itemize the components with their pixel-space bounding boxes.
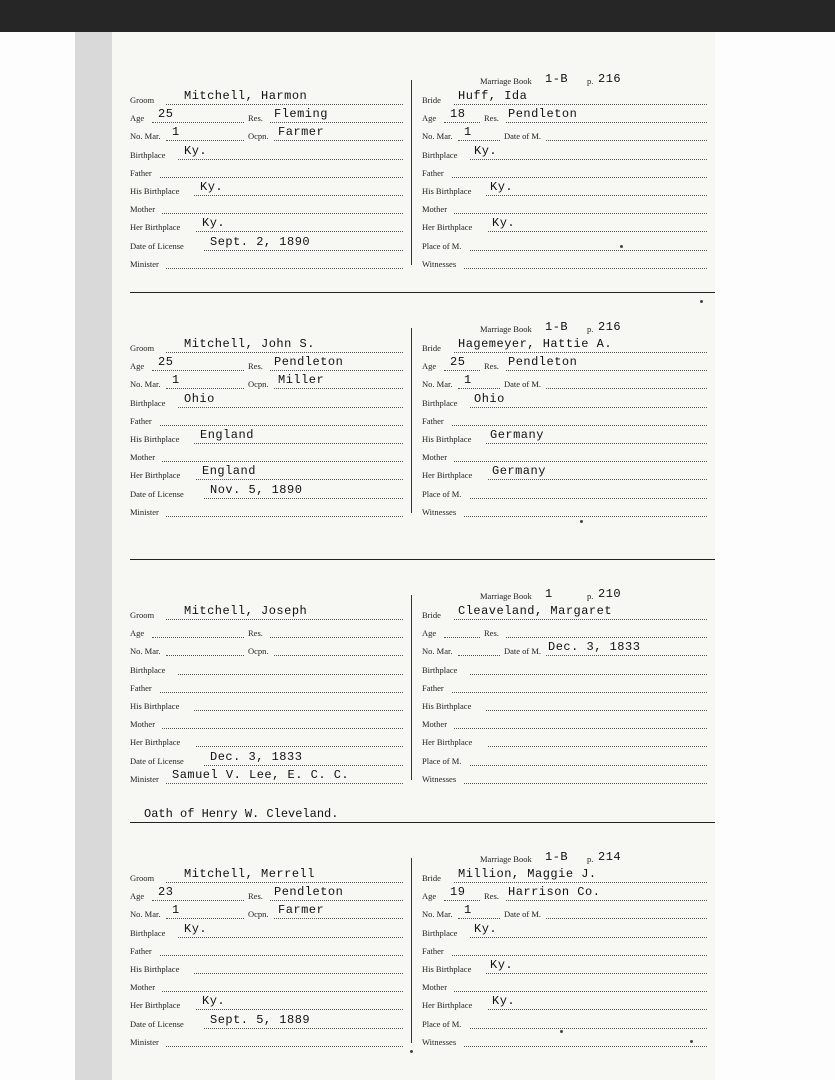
page-label: p.	[587, 76, 594, 86]
bride-birthplace-line	[470, 674, 707, 675]
bride-age-line	[444, 370, 480, 371]
groom-date-of-license-line	[204, 498, 403, 499]
groom-his-birthplace-line	[194, 443, 403, 444]
bride-her-birthplace-label: Her Birthplace	[422, 470, 473, 481]
groom-name-value: Mitchell, Harmon	[184, 89, 308, 103]
groom-groom-label: Groom	[130, 610, 155, 620]
bride-no-mar-value: 1	[464, 373, 472, 388]
scan-speck	[690, 1040, 693, 1043]
bride-bride-label: Bride	[422, 95, 441, 105]
groom-no-mar-value: 1	[172, 125, 180, 140]
groom-name-line	[166, 352, 403, 353]
groom-birthplace-value: Ohio	[184, 391, 215, 406]
bride-place-of-m-label: Place of M.	[422, 488, 462, 499]
groom-her-birthplace-line	[196, 231, 403, 232]
bride-age-line	[444, 122, 480, 123]
scan-top-border	[0, 0, 835, 32]
bride-witnesses-label: Witnesses	[422, 506, 457, 517]
record-divider	[130, 822, 715, 823]
groom-her-birthplace-value: England	[202, 464, 256, 479]
groom-age-value: 25	[158, 355, 174, 370]
bride-res-value: Pendleton	[508, 107, 578, 122]
groom-date-of-license-label: Date of License	[130, 1018, 184, 1029]
groom-mother-label: Mother	[130, 452, 156, 463]
scan-speck	[700, 300, 703, 303]
groom-birthplace-line	[178, 937, 403, 938]
bride-place-of-m-line	[470, 765, 707, 766]
groom-minister-line	[166, 516, 403, 517]
bride-mother-line	[454, 728, 707, 729]
column-separator	[411, 328, 412, 513]
groom-no-mar-label: No. Mar.	[130, 131, 161, 142]
marriage-book-label: Marriage Book	[480, 76, 532, 86]
groom-ocpn-label: Ocpn.	[248, 131, 269, 142]
groom-no-mar-value: 1	[172, 373, 180, 388]
groom-mother-line	[162, 728, 403, 729]
bride-date-of-m-line	[546, 918, 707, 919]
bride-age-value: 18	[450, 107, 466, 122]
groom-ocpn-value: Farmer	[278, 125, 325, 140]
bride-birthplace-line	[470, 937, 707, 938]
groom-his-birthplace-line	[194, 973, 403, 974]
bride-name-value: Cleaveland, Margaret	[458, 604, 613, 618]
bride-date-of-m-label: Date of M.	[504, 646, 542, 657]
groom-minister-label: Minister	[130, 258, 159, 269]
groom-res-line	[270, 122, 403, 123]
bride-father-label: Father	[422, 167, 444, 178]
groom-mother-line	[162, 991, 403, 992]
bride-her-birthplace-value: Ky.	[492, 216, 516, 231]
bride-his-birthplace-label: His Birthplace	[422, 701, 472, 711]
bride-witnesses-line	[464, 268, 707, 269]
groom-res-label: Res.	[248, 891, 263, 902]
groom-res-label: Res.	[248, 628, 263, 639]
groom-father-label: Father	[130, 167, 152, 178]
bride-witnesses-label: Witnesses	[422, 1036, 457, 1047]
bride-res-line	[506, 637, 707, 638]
groom-his-birthplace-value: Ky.	[200, 180, 224, 194]
bride-birthplace-line	[470, 159, 707, 160]
groom-minister-line	[166, 268, 403, 269]
bride-res-label: Res.	[484, 628, 499, 639]
page-label: p.	[587, 854, 594, 864]
page-number: 216	[598, 320, 622, 334]
groom-her-birthplace-label: Her Birthplace	[130, 222, 181, 233]
groom-no-mar-label: No. Mar.	[130, 379, 161, 390]
groom-father-line	[160, 425, 403, 426]
bride-res-label: Res.	[484, 891, 499, 902]
bride-age-label: Age	[422, 891, 437, 902]
record-note: Oath of Henry W. Cleveland.	[144, 807, 339, 821]
groom-ocpn-line	[274, 388, 403, 389]
groom-father-label: Father	[130, 682, 152, 693]
bride-bride-label: Bride	[422, 343, 441, 353]
record-divider	[130, 292, 715, 293]
bride-res-value: Harrison Co.	[508, 885, 601, 900]
bride-name-line	[454, 882, 707, 883]
bride-her-birthplace-label: Her Birthplace	[422, 737, 473, 748]
bride-res-line	[506, 122, 707, 123]
bride-place-of-m-line	[470, 498, 707, 499]
bride-witnesses-label: Witnesses	[422, 773, 457, 784]
groom-name-value: Mitchell, Merrell	[184, 867, 315, 881]
bride-age-value: 19	[450, 885, 466, 900]
bride-place-of-m-label: Place of M.	[422, 240, 462, 251]
bride-place-of-m-line	[470, 1028, 707, 1029]
bride-father-line	[452, 177, 707, 178]
bride-witnesses-line	[464, 516, 707, 517]
groom-father-line	[160, 177, 403, 178]
groom-date-of-license-label: Date of License	[130, 240, 184, 251]
groom-his-birthplace-line	[194, 710, 403, 711]
page-number: 216	[598, 72, 622, 86]
groom-no-mar-line	[166, 140, 244, 141]
groom-name-line	[166, 619, 403, 620]
groom-name-value: Mitchell, Joseph	[184, 604, 308, 618]
bride-her-birthplace-line	[488, 231, 707, 232]
bride-no-mar-line	[458, 140, 500, 141]
bride-mother-line	[454, 461, 707, 462]
groom-date-of-license-value: Sept. 5, 1889	[210, 1012, 311, 1027]
bride-no-mar-value: 1	[464, 125, 472, 140]
bride-age-line	[444, 900, 480, 901]
groom-no-mar-line	[166, 655, 244, 656]
bride-no-mar-label: No. Mar.	[422, 646, 453, 657]
bride-father-line	[452, 425, 707, 426]
marriage-record-sheet	[112, 32, 715, 1080]
groom-birthplace-line	[178, 674, 403, 675]
groom-her-birthplace-label: Her Birthplace	[130, 737, 181, 748]
bride-name-line	[454, 104, 707, 105]
bride-his-birthplace-label: His Birthplace	[422, 434, 472, 444]
bride-date-of-m-line	[546, 655, 707, 656]
groom-mother-label: Mother	[130, 204, 156, 215]
bride-no-mar-label: No. Mar.	[422, 131, 453, 142]
bride-his-birthplace-value: Germany	[490, 428, 544, 442]
groom-her-birthplace-label: Her Birthplace	[130, 470, 181, 481]
groom-her-birthplace-line	[196, 746, 403, 747]
bride-witnesses-line	[464, 783, 707, 784]
groom-no-mar-value: 1	[172, 903, 180, 918]
groom-minister-label: Minister	[130, 1036, 159, 1047]
bride-age-value: 25	[450, 355, 466, 370]
groom-birthplace-label: Birthplace	[130, 664, 166, 675]
groom-birthplace-value: Ky.	[184, 143, 208, 158]
groom-age-line	[152, 370, 244, 371]
bride-birthplace-label: Birthplace	[422, 149, 458, 160]
groom-birthplace-label: Birthplace	[130, 927, 166, 938]
bride-her-birthplace-line	[488, 479, 707, 480]
bride-mother-label: Mother	[422, 452, 448, 463]
bride-mother-label: Mother	[422, 204, 448, 215]
bride-mother-line	[454, 213, 707, 214]
groom-ocpn-line	[274, 655, 403, 656]
groom-date-of-license-line	[204, 765, 403, 766]
groom-ocpn-label: Ocpn.	[248, 646, 269, 657]
bride-father-label: Father	[422, 945, 444, 956]
groom-ocpn-value: Farmer	[278, 903, 325, 918]
groom-res-line	[270, 370, 403, 371]
groom-date-of-license-value: Sept. 2, 1890	[210, 234, 311, 249]
groom-date-of-license-line	[204, 1028, 403, 1029]
bride-her-birthplace-value: Germany	[492, 464, 546, 479]
bride-her-birthplace-line	[488, 746, 707, 747]
groom-her-birthplace-value: Ky.	[202, 994, 226, 1009]
bride-no-mar-value: 1	[464, 903, 472, 918]
bride-res-value: Pendleton	[508, 355, 578, 370]
groom-father-line	[160, 955, 403, 956]
groom-no-mar-label: No. Mar.	[130, 646, 161, 657]
marriage-book-label: Marriage Book	[480, 324, 532, 334]
bride-place-of-m-label: Place of M.	[422, 755, 462, 766]
bride-bride-label: Bride	[422, 873, 441, 883]
bride-date-of-m-label: Date of M.	[504, 379, 542, 390]
bride-date-of-m-label: Date of M.	[504, 909, 542, 920]
bride-father-label: Father	[422, 682, 444, 693]
bride-name-value: Million, Maggie J.	[458, 867, 597, 881]
groom-no-mar-line	[166, 388, 244, 389]
groom-minister-label: Minister	[130, 506, 159, 517]
groom-age-value: 23	[158, 885, 174, 900]
groom-name-line	[166, 882, 403, 883]
groom-his-birthplace-label: His Birthplace	[130, 964, 180, 974]
groom-res-line	[270, 900, 403, 901]
scan-speck	[560, 1030, 563, 1033]
bride-birthplace-label: Birthplace	[422, 664, 458, 675]
groom-birthplace-label: Birthplace	[130, 149, 166, 160]
groom-his-birthplace-label: His Birthplace	[130, 701, 180, 711]
bride-date-of-m-label: Date of M.	[504, 131, 542, 142]
groom-her-birthplace-line	[196, 1009, 403, 1010]
bride-her-birthplace-label: Her Birthplace	[422, 222, 473, 233]
groom-ocpn-label: Ocpn.	[248, 379, 269, 390]
bride-no-mar-line	[458, 388, 500, 389]
groom-no-mar-label: No. Mar.	[130, 909, 161, 920]
groom-her-birthplace-value: Ky.	[202, 216, 226, 231]
groom-date-of-license-line	[204, 250, 403, 251]
groom-groom-label: Groom	[130, 95, 155, 105]
bride-date-of-m-line	[546, 140, 707, 141]
groom-res-value: Pendleton	[274, 885, 344, 900]
bride-his-birthplace-line	[486, 195, 707, 196]
bride-birthplace-line	[470, 407, 707, 408]
groom-age-label: Age	[130, 113, 145, 124]
groom-birthplace-label: Birthplace	[130, 397, 166, 408]
groom-age-label: Age	[130, 628, 145, 639]
bride-birthplace-label: Birthplace	[422, 927, 458, 938]
groom-mother-label: Mother	[130, 982, 156, 993]
bride-no-mar-line	[458, 655, 500, 656]
groom-his-birthplace-label: His Birthplace	[130, 186, 180, 196]
bride-his-birthplace-line	[486, 973, 707, 974]
groom-mother-line	[162, 213, 403, 214]
marriage-book-number: 1-B	[545, 850, 569, 864]
bride-his-birthplace-line	[486, 710, 707, 711]
groom-ocpn-line	[274, 918, 403, 919]
bride-birthplace-value: Ohio	[474, 391, 505, 406]
marriage-book-number: 1	[545, 587, 553, 601]
bride-father-label: Father	[422, 415, 444, 426]
bride-mother-label: Mother	[422, 982, 448, 993]
bride-his-birthplace-line	[486, 443, 707, 444]
page-label: p.	[587, 324, 594, 334]
groom-age-line	[152, 122, 244, 123]
marriage-book-label: Marriage Book	[480, 591, 532, 601]
groom-his-birthplace-line	[194, 195, 403, 196]
groom-groom-label: Groom	[130, 873, 155, 883]
groom-name-line	[166, 104, 403, 105]
groom-father-label: Father	[130, 415, 152, 426]
groom-age-value: 25	[158, 107, 174, 122]
bride-his-birthplace-value: Ky.	[490, 180, 514, 194]
bride-birthplace-value: Ky.	[474, 921, 498, 936]
groom-minister-label: Minister	[130, 773, 159, 784]
bride-no-mar-label: No. Mar.	[422, 379, 453, 390]
bride-her-birthplace-line	[488, 1009, 707, 1010]
bride-res-line	[506, 370, 707, 371]
bride-birthplace-label: Birthplace	[422, 397, 458, 408]
bride-res-line	[506, 900, 707, 901]
groom-date-of-license-label: Date of License	[130, 488, 184, 499]
bride-age-label: Age	[422, 113, 437, 124]
bride-age-label: Age	[422, 361, 437, 372]
groom-ocpn-label: Ocpn.	[248, 909, 269, 920]
scan-speck	[580, 520, 583, 523]
right-margin	[715, 32, 835, 1080]
groom-his-birthplace-label: His Birthplace	[130, 434, 180, 444]
groom-age-line	[152, 637, 244, 638]
column-separator	[411, 858, 412, 1043]
groom-no-mar-line	[166, 918, 244, 919]
bride-place-of-m-label: Place of M.	[422, 1018, 462, 1029]
bride-his-birthplace-value: Ky.	[490, 958, 514, 972]
bride-name-line	[454, 619, 707, 620]
groom-res-value: Fleming	[274, 107, 328, 122]
groom-her-birthplace-label: Her Birthplace	[130, 1000, 181, 1011]
bride-name-value: Huff, Ida	[458, 89, 528, 103]
bride-mother-label: Mother	[422, 719, 448, 730]
groom-ocpn-value: Miller	[278, 373, 325, 388]
record-divider	[130, 559, 715, 560]
groom-age-line	[152, 900, 244, 901]
groom-date-of-license-label: Date of License	[130, 755, 184, 766]
groom-res-line	[270, 637, 403, 638]
groom-age-label: Age	[130, 361, 145, 372]
groom-mother-line	[162, 461, 403, 462]
scan-speck	[620, 245, 623, 248]
marriage-book-number: 1-B	[545, 320, 569, 334]
column-separator	[411, 80, 412, 265]
groom-her-birthplace-line	[196, 479, 403, 480]
bride-age-line	[444, 637, 480, 638]
groom-name-value: Mitchell, John S.	[184, 337, 315, 351]
groom-birthplace-value: Ky.	[184, 921, 208, 936]
groom-father-label: Father	[130, 945, 152, 956]
bride-date-of-m-line	[546, 388, 707, 389]
bride-place-of-m-line	[470, 250, 707, 251]
bride-his-birthplace-label: His Birthplace	[422, 186, 472, 196]
bride-witnesses-line	[464, 1046, 707, 1047]
groom-res-label: Res.	[248, 113, 263, 124]
groom-minister-value: Samuel V. Lee, E. C. C.	[172, 767, 350, 782]
bride-father-line	[452, 692, 707, 693]
marriage-book-number: 1-B	[545, 72, 569, 86]
bride-name-value: Hagemeyer, Hattie A.	[458, 337, 613, 351]
marriage-book-label: Marriage Book	[480, 854, 532, 864]
groom-res-label: Res.	[248, 361, 263, 372]
groom-birthplace-line	[178, 407, 403, 408]
bride-her-birthplace-label: Her Birthplace	[422, 1000, 473, 1011]
groom-his-birthplace-value: England	[200, 428, 254, 442]
groom-minister-line	[166, 1046, 403, 1047]
page-number: 210	[598, 587, 622, 601]
bride-bride-label: Bride	[422, 610, 441, 620]
groom-father-line	[160, 692, 403, 693]
bride-her-birthplace-value: Ky.	[492, 994, 516, 1009]
bride-birthplace-value: Ky.	[474, 143, 498, 158]
bride-date-of-m-value: Dec. 3, 1833	[548, 640, 641, 655]
bride-witnesses-label: Witnesses	[422, 258, 457, 269]
bride-no-mar-label: No. Mar.	[422, 909, 453, 920]
groom-minister-line	[166, 783, 403, 784]
left-margin	[0, 32, 112, 1080]
bride-res-label: Res.	[484, 113, 499, 124]
bride-res-label: Res.	[484, 361, 499, 372]
page-label: p.	[587, 591, 594, 601]
bride-name-line	[454, 352, 707, 353]
page-number: 214	[598, 850, 622, 864]
bride-mother-line	[454, 991, 707, 992]
groom-birthplace-line	[178, 159, 403, 160]
groom-groom-label: Groom	[130, 343, 155, 353]
column-separator	[411, 595, 412, 780]
groom-date-of-license-value: Nov. 5, 1890	[210, 482, 303, 497]
groom-age-label: Age	[130, 891, 145, 902]
page-edge-shadow	[75, 32, 115, 1080]
scan-speck	[410, 1050, 413, 1053]
bride-his-birthplace-label: His Birthplace	[422, 964, 472, 974]
bride-no-mar-line	[458, 918, 500, 919]
groom-res-value: Pendleton	[274, 355, 344, 370]
groom-date-of-license-value: Dec. 3, 1833	[210, 749, 303, 764]
bride-father-line	[452, 955, 707, 956]
groom-mother-label: Mother	[130, 719, 156, 730]
groom-ocpn-line	[274, 140, 403, 141]
bride-age-label: Age	[422, 628, 437, 639]
